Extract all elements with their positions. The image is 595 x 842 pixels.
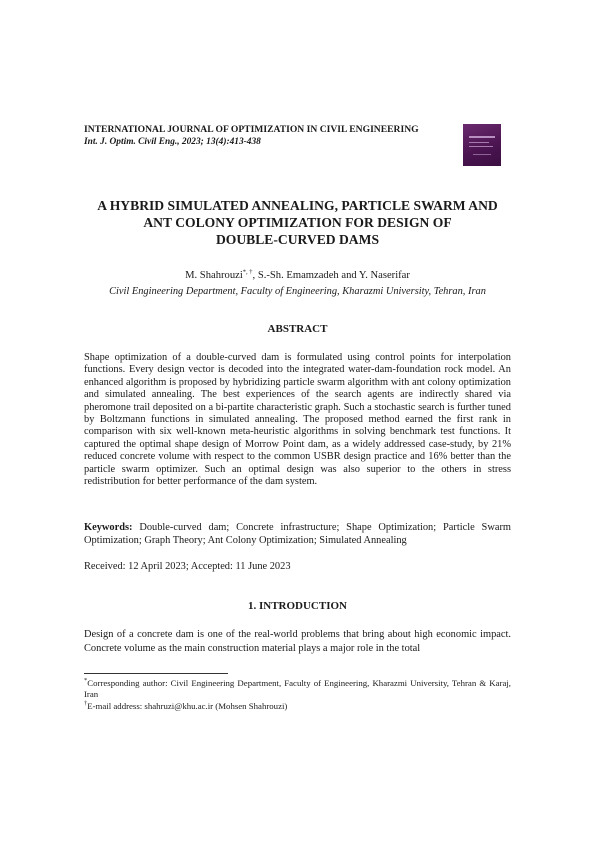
keywords-label: Keywords: bbox=[84, 522, 133, 533]
footnotes bbox=[84, 678, 511, 712]
author-list bbox=[84, 269, 511, 283]
footnote-divider bbox=[84, 673, 228, 674]
first-author: M. Shahrouzi bbox=[185, 270, 243, 281]
introduction-body: Design of a concrete dam is one of the real-world problems that bring about high economic impact. Concrete volume as the main construction material plays a major role in the total bbox=[84, 629, 511, 654]
author-footnote-marks: *, † bbox=[242, 268, 253, 276]
keywords-list: Double-curved dam; Concrete infrastructure; Shape Optimization; Particle Swarm Optimization; Graph Theory; Ant Colony Optimization; Simulated Annealing bbox=[84, 522, 511, 546]
journal-cover-thumbnail bbox=[463, 124, 501, 166]
other-authors: , S.-Sh. Emamzadeh and Y. Naserifar bbox=[252, 270, 410, 281]
title-line: DOUBLE-CURVED DAMS bbox=[215, 232, 380, 247]
received-dates: Received: 12 April 2023; Accepted: 11 June 2023 bbox=[84, 561, 291, 572]
footnote-mark: † bbox=[84, 699, 88, 707]
footnote-corresponding-text: Corresponding author: Civil Engineering Department, Faculty of Engineering, Kharazmi University, Tehran & Karaj, Iran bbox=[84, 678, 511, 700]
title-line: A HYBRID SIMULATED ANNEALING, PARTICLE SWARM AND bbox=[97, 198, 498, 213]
journal-name: INTERNATIONAL JOURNAL OF OPTIMIZATION IN CIVIL ENGINEERING bbox=[84, 124, 419, 135]
affiliation: Civil Engineering Department, Faculty of Engineering, Kharazmi University, Tehran, Iran bbox=[109, 286, 486, 297]
title-line: ANT COLONY OPTIMIZATION FOR DESIGN OF bbox=[143, 215, 452, 230]
footnote-mark: * bbox=[84, 677, 88, 685]
footnote-email-text: E-mail address: shahruzi@khu.ac.ir (Mohsen Shahrouzi) bbox=[87, 700, 288, 711]
footnote-corresponding bbox=[84, 678, 511, 701]
footnote-email bbox=[84, 701, 511, 712]
keywords bbox=[84, 521, 511, 547]
introduction-heading: 1. INTRODUCTION bbox=[247, 600, 347, 612]
journal-header bbox=[84, 124, 464, 148]
abstract-body: Shape optimization of a double-curved dam is formulated using control points for interpolation functions. Every design vector is decoded into the integrated water-dam-foundation rock model. An enhanced algorithm is proposed by hybridizing particle swarm algorithm with ant colony optimization and simulated annealing. The best experiences of the search agents are indirectly shared via pheromone trail deposited on a bi-partite characteristic graph. Such a stochastic search is further tuned by Boltzmann functions in simulated annealing. The proposed method earned the first rank in comparison with six well-known meta-heuristic algorithms in solving benchmark test functions. It captured the optimal shape design of Morrow Point dam, as a widely addressed case-study, by 21% reduced concrete volume with respect to the common USBR design practice and 16% better than the particle swarm optimizer. Such an optimal design was also superior to the others in stress redistribution for better performance of the dam system. bbox=[84, 352, 511, 488]
abstract-heading: ABSTRACT bbox=[267, 323, 328, 335]
journal-citation: Int. J. Optim. Civil Eng., 2023; 13(4):413-438 bbox=[84, 137, 261, 147]
paper-title bbox=[70, 197, 525, 248]
